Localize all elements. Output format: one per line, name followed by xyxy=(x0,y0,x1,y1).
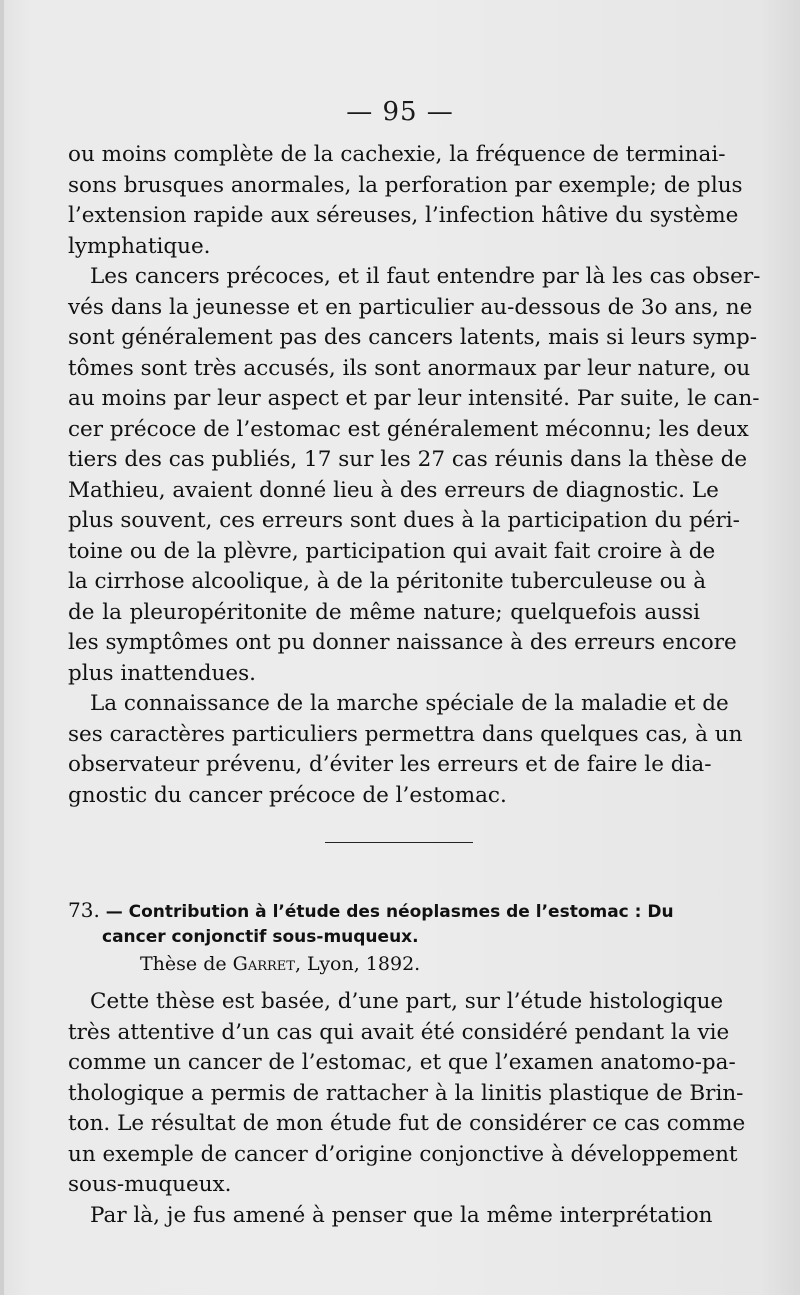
text-line: sont généralement pas des cancers latents, mais si leurs symp- xyxy=(68,325,758,350)
text-line: cer précoce de l’estomac est généralement méconnu; les deux xyxy=(68,416,749,442)
text-line: sons brusques anormales, la perforation par exemple; de plus xyxy=(68,172,743,198)
page-edge xyxy=(0,0,4,1295)
text-line: plus inattendues. xyxy=(68,660,256,686)
entry-source-author: Garret xyxy=(232,953,295,975)
text-line: tiers des cas publiés, 17 sur les 27 cas réunis dans la thèse de xyxy=(68,447,748,472)
text-line: toine ou de la plèvre, participation qui avait fait croire à de xyxy=(68,538,716,564)
text-line: au moins par leur aspect et par leur intensité. Par suite, le can- xyxy=(68,386,760,411)
text-line: gnostic du cancer précoce de l’estomac. xyxy=(68,782,507,808)
text-line: les symptômes ont pu donner naissance à des erreurs encore xyxy=(68,630,737,655)
entry-dash: — xyxy=(105,902,123,922)
text-line: comme un cancer de l’estomac, et que l’examen anatomo-pa- xyxy=(68,1050,736,1075)
text-line: Mathieu, avaient donné lieu à des erreurs de diagnostic. Le xyxy=(68,477,719,503)
text-line: très attentive d’un cas qui avait été considéré pendant la vie xyxy=(68,1019,730,1045)
page-number: — 95 — xyxy=(346,97,454,127)
entry-source-suffix: , Lyon, 1892. xyxy=(294,953,421,975)
entry-title-line-1: Contribution à l’étude des néoplasmes de l’estomac : Du xyxy=(128,902,674,922)
text-line: thologique a permis de rattacher à la linitis plastique de Brin- xyxy=(68,1080,744,1106)
text-line: de la pleuropéritonite de même nature; quelquefois aussi xyxy=(68,599,700,625)
body-text-top xyxy=(68,140,761,811)
text-line: Par là, je fus amené à penser que la même interprétation xyxy=(90,1202,713,1228)
entry-number: 73. xyxy=(68,898,100,922)
text-line: lymphatique. xyxy=(68,233,211,259)
text-line: tômes sont très accusés, ils sont anormaux par leur nature, ou xyxy=(68,355,751,381)
text-line: La connaissance de la marche spéciale de la maladie et de xyxy=(90,691,729,716)
text-line: plus souvent, ces erreurs sont dues à la participation du péri- xyxy=(68,508,740,533)
text-line: Cette thèse est basée, d’une part, sur l’étude histologique xyxy=(90,989,724,1014)
text-line: un exemple de cancer d’origine conjonctive à développement xyxy=(68,1141,738,1167)
text-line: la cirrhose alcoolique, à de la péritonite tuberculeuse ou à xyxy=(68,569,707,594)
bibliography-entry xyxy=(68,898,700,978)
text-line: Les cancers précoces, et il faut entendre par là les cas obser- xyxy=(90,264,761,289)
section-divider xyxy=(325,842,473,843)
text-line: ses caractères particuliers permettra dans quelques cas, à un xyxy=(68,721,743,747)
text-line: vés dans la jeunesse et en particulier au-dessous de 3o ans, ne xyxy=(68,294,753,320)
entry-source xyxy=(68,950,700,978)
entry-title xyxy=(68,898,700,950)
text-line: l’extension rapide aux séreuses, l’infection hâtive du système xyxy=(68,203,739,228)
text-line: ou moins complète de la cachexie, la fréquence de terminai- xyxy=(68,142,726,167)
text-line: sous-muqueux. xyxy=(68,1172,232,1197)
text-line: ton. Le résultat de mon étude fut de considérer ce cas comme xyxy=(68,1111,746,1136)
entry-title-line-2: cancer conjonctif sous-muqueux. xyxy=(102,927,419,947)
text-line: observateur prévenu, d’éviter les erreurs et de faire le dia- xyxy=(68,752,712,777)
body-text-bottom xyxy=(68,987,746,1231)
entry-source-prefix: Thèse de xyxy=(140,953,233,975)
